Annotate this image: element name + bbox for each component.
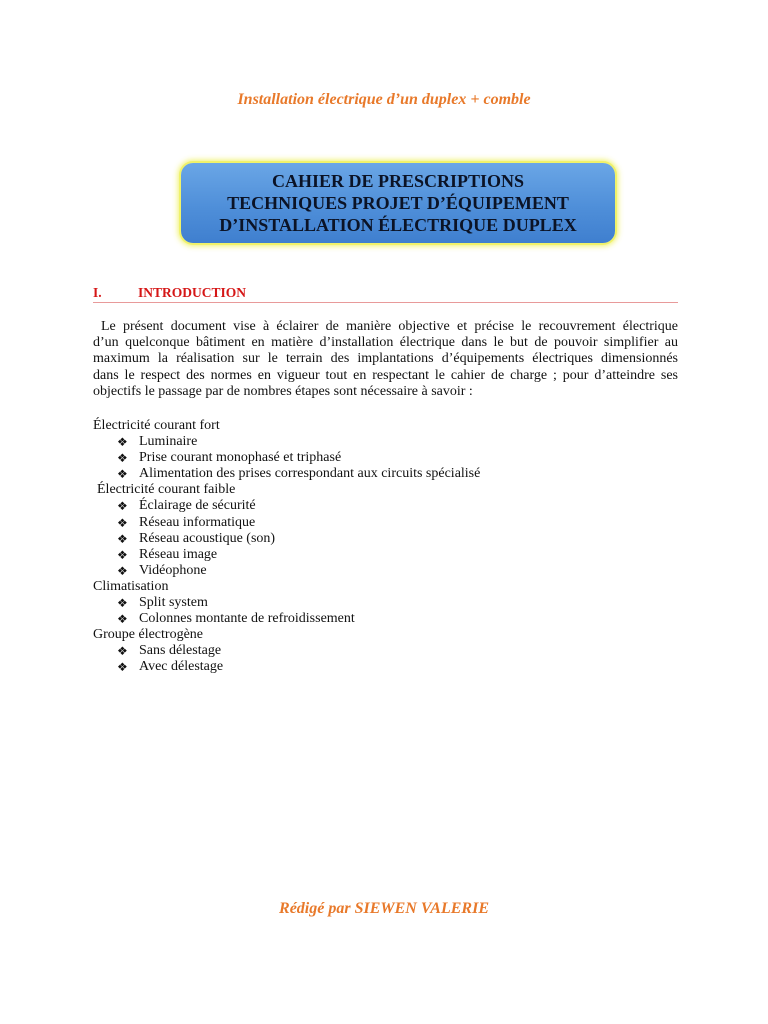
diamond-bullet-icon: ❖ <box>117 547 128 562</box>
title-banner <box>181 163 615 243</box>
list-item <box>93 515 678 531</box>
list-item <box>93 595 678 611</box>
diamond-bullet-icon: ❖ <box>117 644 128 659</box>
list-item <box>93 498 678 514</box>
category-label: Groupe électrogène <box>93 627 203 643</box>
diamond-bullet-icon: ❖ <box>117 515 128 530</box>
diamond-bullet-icon: ❖ <box>117 563 128 578</box>
list-item-text: Luminaire <box>139 434 198 450</box>
list-item <box>93 643 678 659</box>
list-item <box>93 659 678 675</box>
diamond-bullet-icon: ❖ <box>117 612 128 627</box>
category-list <box>93 418 678 676</box>
list-item-text: Sans délestage <box>139 643 222 659</box>
diamond-bullet-icon: ❖ <box>117 499 128 514</box>
diamond-bullet-icon: ❖ <box>117 435 128 450</box>
diamond-bullet-icon: ❖ <box>117 596 128 611</box>
list-item-text: Réseau informatique <box>139 514 256 530</box>
category-label: Climatisation <box>93 578 169 594</box>
list-item <box>93 563 678 579</box>
intro-paragraph <box>93 319 678 400</box>
section-title: INTRODUCTION <box>138 285 247 300</box>
list-item <box>93 466 678 482</box>
list-item <box>93 531 678 547</box>
list-item-text: Vidéophone <box>139 562 207 578</box>
list-item-text: Alimentation des prises correspondant aux circuits spécialisé <box>139 466 481 482</box>
header-title: Installation électrique d’un duplex + comble <box>237 91 531 108</box>
diamond-bullet-icon: ❖ <box>117 451 128 466</box>
list-item-text: Avec délestage <box>139 659 224 675</box>
list-item-text: Prise courant monophasé et triphasé <box>139 450 342 466</box>
intro-line: d’un quelconque bâtiment en matière d’installation électrique dans le but de pouvoir simplifier au <box>93 335 678 351</box>
footer-author: Rédigé par SIEWEN VALERIE <box>279 900 489 917</box>
intro-line: Le présent document vise à éclairer de manière objective et précise le recouvrement électrique <box>101 319 678 334</box>
list-item-text: Réseau acoustique (son) <box>139 530 276 546</box>
list-item-text: Éclairage de sécurité <box>139 498 256 514</box>
banner-line: TECHNIQUES PROJET D’ÉQUIPEMENT <box>227 193 569 213</box>
section-heading <box>93 283 678 303</box>
diamond-bullet-icon: ❖ <box>117 660 128 675</box>
list-item <box>93 450 678 466</box>
intro-line: maximum la réalisation sur le terrain des implantations d’équipements électriques dimensionnés <box>93 351 678 367</box>
category-label: Électricité courant fort <box>93 418 220 433</box>
diamond-bullet-icon: ❖ <box>117 531 128 546</box>
list-item-text: Split system <box>139 595 208 611</box>
intro-line: objectifs le passage par de nombres étapes sont nécessaire à savoir : <box>93 383 473 399</box>
intro-line: dans le respect des normes en vigueur tout en respectant le cahier de charge ; pour d’atteindre ses <box>93 367 678 383</box>
section-number: I. <box>93 285 102 300</box>
category-label: Électricité courant faible <box>97 482 236 498</box>
list-item <box>93 547 678 563</box>
list-item <box>93 611 678 627</box>
list-item <box>93 434 678 450</box>
banner-line: D’INSTALLATION ÉLECTRIQUE DUPLEX <box>219 215 577 235</box>
banner-line: CAHIER DE PRESCRIPTIONS <box>271 171 525 191</box>
list-item-text: Réseau image <box>139 546 218 562</box>
diamond-bullet-icon: ❖ <box>117 467 128 482</box>
list-item-text: Colonnes montante de refroidissement <box>139 611 355 627</box>
